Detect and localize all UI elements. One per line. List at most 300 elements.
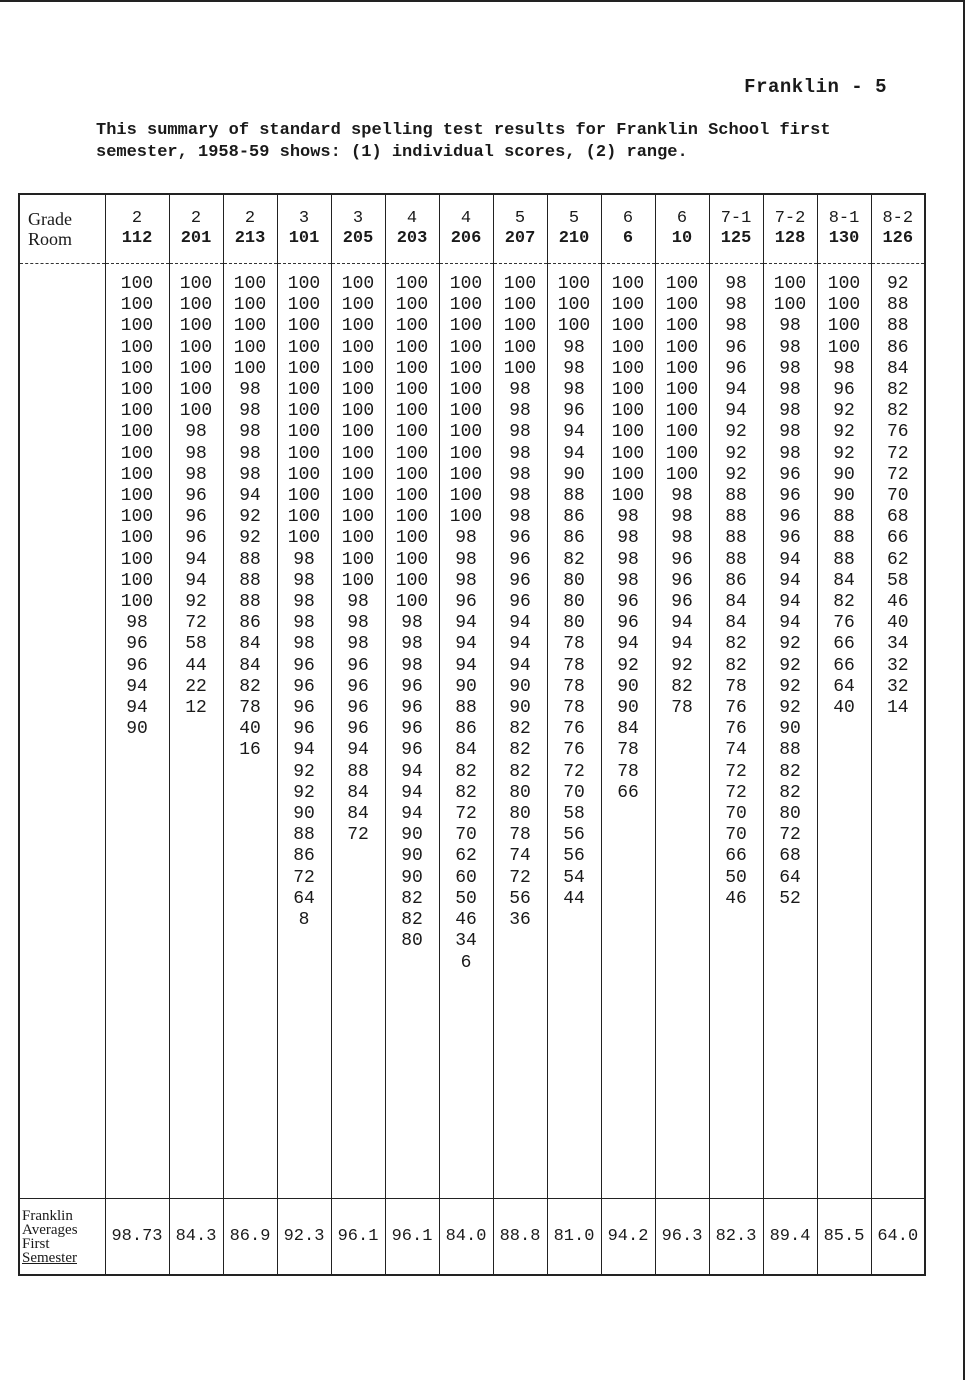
column-header xyxy=(105,194,169,264)
column-header xyxy=(709,194,763,264)
individual-score: 84 xyxy=(239,634,261,655)
individual-score: 100 xyxy=(665,422,699,443)
individual-score: 98 xyxy=(779,422,801,443)
individual-score: 100 xyxy=(665,443,699,464)
individual-score: 72 xyxy=(725,761,747,782)
room-number: 126 xyxy=(882,229,914,248)
page-edge-top xyxy=(0,0,965,2)
individual-score: 100 xyxy=(120,443,154,464)
individual-score: 98 xyxy=(779,316,801,337)
individual-score: 82 xyxy=(833,592,855,613)
individual-score: 72 xyxy=(886,443,909,464)
individual-score: 92 xyxy=(779,634,801,655)
individual-score: 46 xyxy=(455,910,477,931)
individual-score: 100 xyxy=(287,443,321,464)
individual-score: 92 xyxy=(293,782,315,803)
individual-score: 76 xyxy=(563,740,585,761)
individual-score: 98 xyxy=(401,634,423,655)
individual-score: 96 xyxy=(833,380,855,401)
room-number: 213 xyxy=(234,229,266,248)
individual-score: 66 xyxy=(725,846,747,867)
individual-score: 90 xyxy=(455,676,477,697)
individual-score: 100 xyxy=(503,316,537,337)
individual-score: 88 xyxy=(725,528,747,549)
individual-score: 94 xyxy=(563,422,585,443)
individual-score: 82 xyxy=(509,719,531,740)
individual-score: 90 xyxy=(401,825,423,846)
individual-score: 52 xyxy=(779,888,801,909)
individual-score: 98 xyxy=(779,358,801,379)
individual-score: 88 xyxy=(779,740,801,761)
individual-score: 72 xyxy=(725,782,747,803)
room-number: 205 xyxy=(342,229,374,248)
individual-score: 96 xyxy=(293,698,315,719)
individual-score: 50 xyxy=(725,867,747,888)
grade-number: 3 xyxy=(298,209,310,228)
individual-score: 94 xyxy=(509,655,531,676)
individual-score: 98 xyxy=(725,316,747,337)
column-header xyxy=(601,194,655,264)
individual-score: 100 xyxy=(395,274,429,294)
individual-score: 92 xyxy=(725,464,747,485)
score-column xyxy=(331,264,385,1199)
individual-score: 92 xyxy=(779,676,801,697)
individual-score: 100 xyxy=(287,316,321,337)
individual-score: 90 xyxy=(401,846,423,867)
individual-score: 90 xyxy=(563,464,585,485)
individual-score: 88 xyxy=(725,549,747,570)
individual-score: 78 xyxy=(563,676,585,697)
individual-score: 98 xyxy=(239,443,261,464)
individual-score: 60 xyxy=(455,867,477,888)
individual-score: 100 xyxy=(287,380,321,401)
score-column xyxy=(709,264,763,1199)
individual-score: 100 xyxy=(449,422,483,443)
individual-score: 80 xyxy=(779,804,801,825)
row-label-header xyxy=(19,194,105,264)
individual-score: 94 xyxy=(185,549,207,570)
individual-score: 100 xyxy=(665,358,699,379)
individual-score: 100 xyxy=(233,295,267,316)
individual-score: 90 xyxy=(617,676,639,697)
individual-score: 40 xyxy=(239,719,261,740)
individual-score: 96 xyxy=(455,592,477,613)
individual-score: 98 xyxy=(347,634,369,655)
individual-score: 92 xyxy=(725,443,747,464)
individual-score: 88 xyxy=(833,507,855,528)
individual-score: 88 xyxy=(886,316,909,337)
individual-score: 84 xyxy=(347,804,369,825)
individual-score: 100 xyxy=(233,316,267,337)
individual-score: 98 xyxy=(671,528,693,549)
individual-score: 72 xyxy=(293,867,315,888)
individual-score: 92 xyxy=(239,507,261,528)
individual-score: 78 xyxy=(725,676,747,697)
individual-score: 100 xyxy=(287,486,321,507)
individual-score: 16 xyxy=(239,740,261,761)
individual-score: 96 xyxy=(347,655,369,676)
individual-score: 58 xyxy=(185,634,207,655)
individual-score: 70 xyxy=(725,825,747,846)
averages-label-line: Franklin xyxy=(22,1207,73,1224)
individual-score: 76 xyxy=(725,719,747,740)
grade-number: 2 xyxy=(190,209,202,228)
individual-score: 88 xyxy=(725,507,747,528)
individual-score: 92 xyxy=(293,761,315,782)
individual-score: 98 xyxy=(563,337,585,358)
individual-score: 96 xyxy=(509,549,531,570)
individual-score: 100 xyxy=(395,528,429,549)
score-column xyxy=(169,264,223,1199)
individual-score: 90 xyxy=(293,804,315,825)
room-number: 125 xyxy=(720,229,752,248)
individual-score: 100 xyxy=(611,443,645,464)
individual-score: 84 xyxy=(725,592,747,613)
individual-score: 100 xyxy=(449,358,483,379)
individual-score: 90 xyxy=(833,464,855,485)
individual-score: 100 xyxy=(665,337,699,358)
average-cell: 94.2 xyxy=(601,1199,655,1276)
grade-number: 3 xyxy=(352,209,364,228)
individual-score: 100 xyxy=(341,443,375,464)
individual-score: 100 xyxy=(287,507,321,528)
individual-score: 98 xyxy=(563,380,585,401)
individual-score: 100 xyxy=(503,337,537,358)
individual-score: 22 xyxy=(185,676,207,697)
individual-score: 96 xyxy=(779,486,801,507)
individual-score: 96 xyxy=(563,401,585,422)
individual-score: 94 xyxy=(126,698,148,719)
individual-score: 100 xyxy=(611,358,645,379)
individual-score: 72 xyxy=(563,761,585,782)
individual-score: 100 xyxy=(341,316,375,337)
score-column xyxy=(105,264,169,1199)
score-column xyxy=(439,264,493,1199)
individual-score: 76 xyxy=(725,698,747,719)
individual-score: 92 xyxy=(779,655,801,676)
individual-score: 82 xyxy=(563,549,585,570)
individual-score: 100 xyxy=(120,380,154,401)
individual-score: 96 xyxy=(185,507,207,528)
individual-score: 100 xyxy=(341,464,375,485)
individual-score: 98 xyxy=(455,570,477,591)
intro-paragraph: This summary of standard spelling test results for Franklin School first semester, 1958-59 shows: (1) individual scores, (2) range. xyxy=(96,121,831,162)
individual-score: 90 xyxy=(509,676,531,697)
individual-score: 98 xyxy=(671,486,693,507)
individual-score: 98 xyxy=(239,464,261,485)
individual-score: 94 xyxy=(509,613,531,634)
individual-score: 100 xyxy=(395,422,429,443)
individual-score: 82 xyxy=(725,634,747,655)
individual-score: 64 xyxy=(833,676,855,697)
individual-score: 100 xyxy=(395,592,429,613)
individual-score: 100 xyxy=(449,443,483,464)
individual-score: 80 xyxy=(563,613,585,634)
individual-score: 92 xyxy=(239,528,261,549)
individual-score: 90 xyxy=(509,698,531,719)
individual-score: 100 xyxy=(120,549,154,570)
room-number: 130 xyxy=(828,229,860,248)
individual-score: 100 xyxy=(233,358,267,379)
individual-score: 70 xyxy=(886,486,909,507)
individual-score: 98 xyxy=(617,549,639,570)
individual-score: 90 xyxy=(126,719,148,740)
average-cell: 84.0 xyxy=(439,1199,493,1276)
individual-score: 100 xyxy=(120,570,154,591)
individual-score: 88 xyxy=(239,570,261,591)
individual-score: 100 xyxy=(395,380,429,401)
individual-score: 76 xyxy=(886,422,909,443)
individual-score: 98 xyxy=(509,507,531,528)
individual-score: 100 xyxy=(179,380,213,401)
individual-score: 96 xyxy=(779,464,801,485)
individual-score: 100 xyxy=(449,464,483,485)
individual-score: 98 xyxy=(293,549,315,570)
individual-score: 100 xyxy=(827,274,861,294)
individual-score: 34 xyxy=(455,931,477,952)
individual-score: 100 xyxy=(287,358,321,379)
individual-score: 100 xyxy=(120,401,154,422)
individual-score: 74 xyxy=(509,846,531,867)
individual-score: 96 xyxy=(617,592,639,613)
individual-score: 100 xyxy=(449,401,483,422)
individual-score: 98 xyxy=(725,295,747,316)
individual-score: 100 xyxy=(395,486,429,507)
individual-score: 88 xyxy=(293,825,315,846)
average-cell: 86.9 xyxy=(223,1199,277,1276)
individual-score: 94 xyxy=(779,613,801,634)
grade-number: 6 xyxy=(676,209,688,228)
individual-score: 98 xyxy=(509,380,531,401)
individual-score: 100 xyxy=(179,358,213,379)
individual-score: 100 xyxy=(557,295,591,316)
individual-score: 92 xyxy=(779,698,801,719)
individual-score: 94 xyxy=(293,740,315,761)
individual-score: 72 xyxy=(185,613,207,634)
column-header xyxy=(655,194,709,264)
individual-score: 84 xyxy=(347,782,369,803)
individual-score: 34 xyxy=(886,634,909,655)
individual-score: 98 xyxy=(293,613,315,634)
individual-score: 96 xyxy=(725,337,747,358)
individual-score: 66 xyxy=(617,782,639,803)
individual-score: 100 xyxy=(395,464,429,485)
individual-score: 32 xyxy=(886,676,909,697)
individual-score: 96 xyxy=(617,613,639,634)
individual-score: 76 xyxy=(563,719,585,740)
individual-score: 100 xyxy=(665,295,699,316)
score-column xyxy=(601,264,655,1199)
individual-score: 50 xyxy=(455,888,477,909)
column-header xyxy=(763,194,817,264)
individual-score: 100 xyxy=(665,274,699,294)
grade-number: 7-2 xyxy=(774,209,806,228)
individual-score: 72 xyxy=(886,464,909,485)
individual-score: 100 xyxy=(341,486,375,507)
individual-score: 96 xyxy=(126,655,148,676)
individual-score: 56 xyxy=(563,846,585,867)
individual-score: 44 xyxy=(563,888,585,909)
individual-score: 84 xyxy=(617,719,639,740)
grade-number: 2 xyxy=(244,209,256,228)
individual-score: 98 xyxy=(833,358,855,379)
individual-score: 100 xyxy=(665,401,699,422)
column-header xyxy=(439,194,493,264)
individual-score: 92 xyxy=(617,655,639,676)
individual-score: 100 xyxy=(395,358,429,379)
individual-score: 100 xyxy=(611,464,645,485)
individual-score: 86 xyxy=(725,570,747,591)
individual-score: 72 xyxy=(455,804,477,825)
score-column xyxy=(655,264,709,1199)
individual-score: 100 xyxy=(341,549,375,570)
column-header xyxy=(385,194,439,264)
individual-score: 68 xyxy=(779,846,801,867)
individual-score: 76 xyxy=(833,613,855,634)
page-header: Franklin - 5 xyxy=(744,76,887,98)
individual-score: 70 xyxy=(725,804,747,825)
individual-score: 96 xyxy=(725,358,747,379)
individual-score: 90 xyxy=(617,698,639,719)
average-cell: 92.3 xyxy=(277,1199,331,1276)
individual-score: 100 xyxy=(120,274,154,294)
average-cell: 96.1 xyxy=(385,1199,439,1276)
individual-score: 100 xyxy=(179,274,213,294)
individual-score: 82 xyxy=(725,655,747,676)
individual-score: 100 xyxy=(120,295,154,316)
grade-number: 8-1 xyxy=(828,209,860,228)
averages-label-line: Averages xyxy=(22,1221,78,1238)
room-number: 10 xyxy=(671,229,693,248)
room-number: 6 xyxy=(622,229,634,248)
individual-score: 32 xyxy=(886,655,909,676)
individual-score: 84 xyxy=(455,740,477,761)
individual-score: 82 xyxy=(509,761,531,782)
room-number: 206 xyxy=(450,229,482,248)
individual-score: 82 xyxy=(455,782,477,803)
individual-score: 78 xyxy=(563,655,585,676)
individual-score: 98 xyxy=(779,380,801,401)
grade-label: Grade xyxy=(28,209,72,229)
individual-score: 100 xyxy=(341,570,375,591)
individual-score: 100 xyxy=(395,507,429,528)
individual-score: 96 xyxy=(779,528,801,549)
average-cell: 82.3 xyxy=(709,1199,763,1276)
individual-score: 6 xyxy=(460,952,472,973)
individual-score: 46 xyxy=(886,592,909,613)
individual-score: 58 xyxy=(886,570,909,591)
individual-score: 96 xyxy=(401,698,423,719)
individual-score: 100 xyxy=(120,337,154,358)
individual-score: 68 xyxy=(886,507,909,528)
individual-score: 96 xyxy=(401,719,423,740)
individual-score: 94 xyxy=(725,380,747,401)
individual-score: 40 xyxy=(833,698,855,719)
average-cell: 88.8 xyxy=(493,1199,547,1276)
individual-score: 100 xyxy=(179,337,213,358)
individual-score: 100 xyxy=(449,507,483,528)
individual-score: 66 xyxy=(833,655,855,676)
individual-score: 90 xyxy=(401,867,423,888)
individual-score: 96 xyxy=(347,676,369,697)
individual-score: 62 xyxy=(886,549,909,570)
average-cell: 64.0 xyxy=(871,1199,925,1276)
individual-score: 78 xyxy=(239,698,261,719)
individual-score: 100 xyxy=(120,422,154,443)
individual-score: 96 xyxy=(185,528,207,549)
individual-score: 80 xyxy=(563,592,585,613)
individual-score: 96 xyxy=(671,592,693,613)
individual-score: 100 xyxy=(773,274,807,294)
individual-score: 98 xyxy=(671,507,693,528)
individual-score: 92 xyxy=(833,401,855,422)
individual-score: 100 xyxy=(341,507,375,528)
grade-number: 5 xyxy=(514,209,526,228)
individual-score: 100 xyxy=(665,464,699,485)
individual-score: 98 xyxy=(725,274,747,294)
individual-score: 98 xyxy=(617,570,639,591)
individual-score: 92 xyxy=(886,274,909,294)
individual-score: 100 xyxy=(503,274,537,294)
individual-score: 96 xyxy=(509,570,531,591)
individual-score: 94 xyxy=(239,486,261,507)
individual-score: 100 xyxy=(503,295,537,316)
individual-score: 100 xyxy=(611,316,645,337)
individual-score: 100 xyxy=(827,316,861,337)
average-cell: 96.3 xyxy=(655,1199,709,1276)
room-number: 203 xyxy=(396,229,428,248)
individual-score: 100 xyxy=(449,316,483,337)
grade-number: 2 xyxy=(131,209,143,228)
individual-score: 100 xyxy=(557,274,591,294)
score-column xyxy=(277,264,331,1199)
individual-score: 98 xyxy=(779,337,801,358)
individual-score: 78 xyxy=(617,740,639,761)
individual-score: 100 xyxy=(395,316,429,337)
individual-score: 94 xyxy=(779,570,801,591)
individual-score: 98 xyxy=(401,655,423,676)
individual-score: 100 xyxy=(341,274,375,294)
individual-score: 82 xyxy=(509,740,531,761)
individual-score: 100 xyxy=(395,570,429,591)
individual-score: 82 xyxy=(779,761,801,782)
individual-score: 98 xyxy=(509,422,531,443)
individual-score: 92 xyxy=(725,422,747,443)
individual-score: 88 xyxy=(563,486,585,507)
score-column xyxy=(493,264,547,1199)
individual-score: 94 xyxy=(455,613,477,634)
column-header xyxy=(817,194,871,264)
individual-score: 96 xyxy=(347,719,369,740)
average-cell: 96.1 xyxy=(331,1199,385,1276)
individual-score: 100 xyxy=(120,464,154,485)
individual-score: 92 xyxy=(833,422,855,443)
average-cell: 89.4 xyxy=(763,1199,817,1276)
individual-score: 88 xyxy=(347,761,369,782)
averages-label xyxy=(19,1199,105,1276)
scores-row xyxy=(19,264,925,1199)
score-column xyxy=(547,264,601,1199)
individual-score: 100 xyxy=(611,401,645,422)
individual-score: 100 xyxy=(665,316,699,337)
individual-score: 100 xyxy=(449,274,483,294)
individual-score: 100 xyxy=(395,443,429,464)
individual-score: 94 xyxy=(185,570,207,591)
individual-score: 100 xyxy=(287,401,321,422)
individual-score: 98 xyxy=(509,464,531,485)
individual-score: 78 xyxy=(617,761,639,782)
room-number: 101 xyxy=(288,229,320,248)
